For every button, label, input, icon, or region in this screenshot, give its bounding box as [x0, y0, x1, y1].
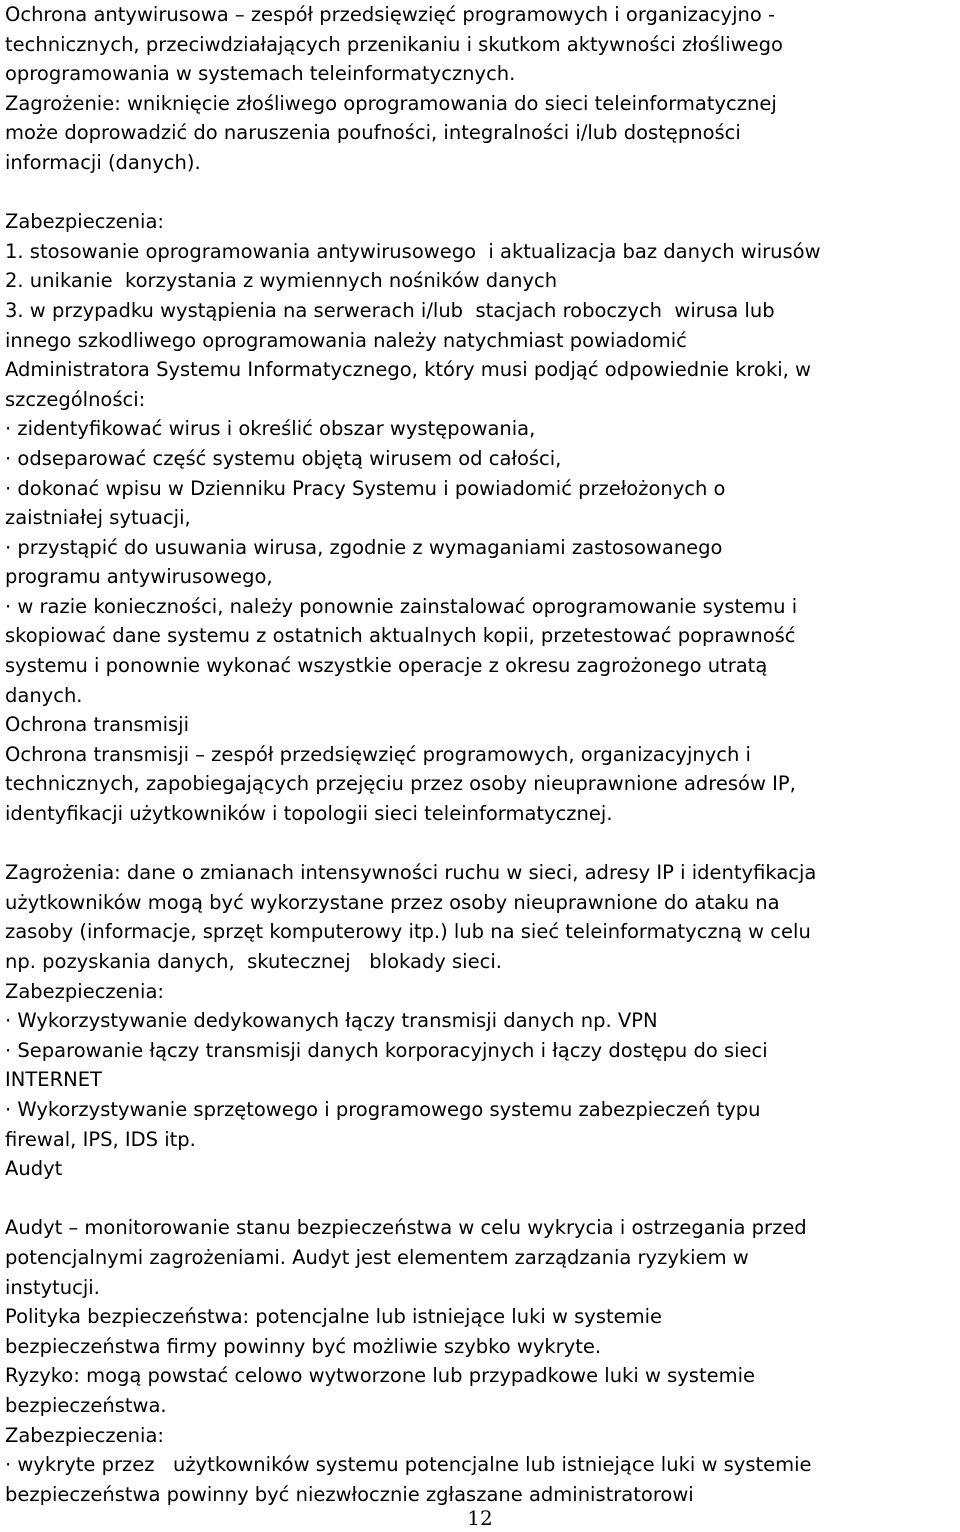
- text-line: bezpieczeństwa firmy powinny być możliwie szybko wykryte.: [5, 1334, 602, 1358]
- text-line: skopiować dane systemu z ostatnich aktualnych kopii, przetestować poprawność: [5, 624, 796, 648]
- text-line: Zabezpieczenia:: [5, 979, 164, 1003]
- text-line: Zagrożenie: wniknięcie złośliwego oprogramowania do sieci teleinformatycznej: [5, 91, 777, 115]
- text-line: Polityka bezpieczeństwa: potencjalne lub istniejące luki w systemie: [5, 1305, 663, 1329]
- text-line: Audyt: [5, 1157, 63, 1181]
- text-line: firewal, IPS, IDS itp.: [5, 1127, 196, 1151]
- text-line: · Wykorzystywanie sprzętowego i programowego systemu zabezpieczeń typu: [5, 1097, 761, 1121]
- text-line: zaistniałej sytuacji,: [5, 506, 191, 530]
- text-line: technicznych, przeciwdziałających przenikaniu i skutkom aktywności złośliwego: [5, 32, 783, 56]
- text-line: identyfikacji użytkowników i topologii sieci teleinformatycznej.: [5, 802, 613, 826]
- page-number: 12: [467, 1506, 493, 1530]
- text-line: Zabezpieczenia:: [5, 210, 164, 234]
- text-line: bezpieczeństwa.: [5, 1393, 167, 1417]
- text-line: instytucji.: [5, 1275, 100, 1299]
- text-line: Ryzyko: mogą powstać celowo wytworzone lub przypadkowe luki w systemie: [5, 1364, 756, 1388]
- text-line: oprogramowania w systemach teleinformatycznych.: [5, 62, 516, 86]
- blank-line: [5, 178, 960, 208]
- text-line: potencjalnymi zagrożeniami. Audyt jest elementem zarządzania ryzykiem w: [5, 1245, 749, 1269]
- text-line: bezpieczeństwa powinny być niezwłocznie zgłaszane administratorowi: [5, 1482, 694, 1506]
- text-line: 2. unikanie korzystania z wymiennych nośników danych: [5, 269, 558, 293]
- document-body: [5, 0, 960, 1509]
- blank-line: [5, 1184, 960, 1214]
- text-line: · Separowanie łączy transmisji danych korporacyjnych i łączy dostępu do sieci: [5, 1038, 768, 1062]
- text-line: szczególności:: [5, 387, 146, 411]
- text-line: technicznych, zapobiegających przejęciu przez osoby nieuprawnione adresów IP,: [5, 772, 796, 796]
- text-line: · wykryte przez użytkowników systemu potencjalne lub istniejące luki w systemie: [5, 1453, 812, 1477]
- text-line: danych.: [5, 683, 83, 707]
- text-line: · dokonać wpisu w Dzienniku Pracy Systemu i powiadomić przełożonych o: [5, 476, 726, 500]
- text-line: INTERNET: [5, 1068, 102, 1092]
- text-line: Ochrona transmisji – zespół przedsięwzięć programowych, organizacyjnych i: [5, 742, 751, 766]
- text-line: np. pozyskania danych, skutecznej blokady sieci.: [5, 950, 502, 973]
- text-line: innego szkodliwego oprogramowania należy natychmiast powiadomić: [5, 328, 687, 352]
- text-line: · zidentyfikować wirus i określić obszar występowania,: [5, 417, 536, 441]
- text-line: · Wykorzystywanie dedykowanych łączy transmisji danych np. VPN: [5, 1009, 658, 1033]
- text-line: Zagrożenia: dane o zmianach intensywności ruchu w sieci, adresy IP i identyfikacja: [5, 861, 817, 885]
- text-line: Audyt – monitorowanie stanu bezpieczeństwa w celu wykrycia i ostrzegania przed: [5, 1216, 807, 1240]
- text-line: · odseparować część systemu objętą wirusem od całości,: [5, 446, 562, 470]
- text-line: Ochrona transmisji: [5, 713, 189, 737]
- text-line: zasoby (informacje, sprzęt komputerowy itp.) lub na sieć teleinformatyczną w celu: [5, 920, 811, 944]
- text-line: systemu i ponownie wykonać wszystkie operacje z okresu zagrożonego utratą: [5, 654, 768, 678]
- text-line: 3. w przypadku wystąpienia na serwerach i/lub stacjach roboczych wirusa lub: [5, 298, 775, 322]
- text-line: Administratora Systemu Informatycznego, który musi podjąć odpowiednie kroki, w: [5, 358, 812, 382]
- text-line: Zabezpieczenia:: [5, 1423, 164, 1447]
- text-line: · w razie konieczności, należy ponownie zainstalować oprogramowanie systemu i: [5, 594, 798, 618]
- text-line: · przystąpić do usuwania wirusa, zgodnie z wymaganiami zastosowanego: [5, 535, 723, 559]
- blank-line: [5, 829, 960, 859]
- text-line: użytkowników mogą być wykorzystane przez osoby nieuprawnione do ataku na: [5, 890, 780, 914]
- text-line: może doprowadzić do naruszenia poufności, integralności i/lub dostępności: [5, 121, 741, 145]
- text-line: programu antywirusowego,: [5, 565, 273, 589]
- text-line: Ochrona antywirusowa – zespół przedsięwzięć programowych i organizacyjno -: [5, 3, 776, 26]
- text-line: 1. stosowanie oprogramowania antywirusowego i aktualizacja baz danych wirusów: [5, 239, 821, 263]
- text-line: informacji (danych).: [5, 150, 201, 174]
